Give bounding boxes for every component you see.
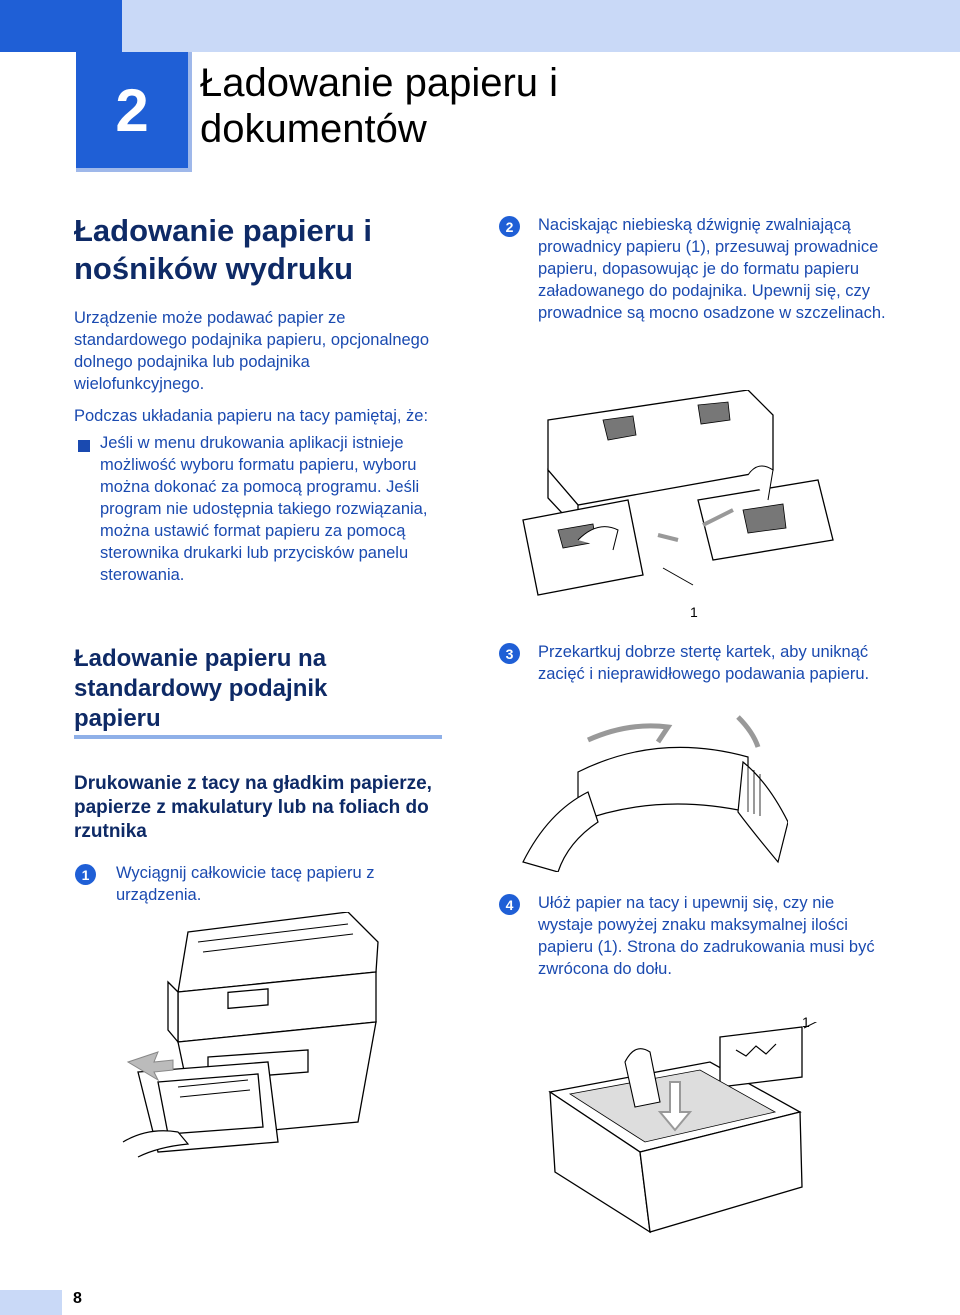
- step-3-text: Przekartkuj dobrze stertę kartek, aby uniknąć zacięć i nieprawidłowego podawania papieru.: [538, 643, 870, 683]
- subsection-title-line2: standardowy podajnik: [74, 675, 328, 702]
- chapter-number: 2: [76, 52, 188, 168]
- step-2-text: Naciskając niebieską dźwignię zwalniającą prowadnicy papieru (1), przesuwaj prowadnice papieru, dopasowując je do formatu papieru załadowanego do podajnika. Upewnij się, czy prowadnice są mocno osadzone w szczelinach.: [538, 216, 886, 322]
- bullet-square-icon: [78, 440, 90, 452]
- section-title-line1: Ładowanie papieru i: [74, 213, 372, 248]
- printer-illustration: [118, 912, 428, 1162]
- fan-paper-illustration: [518, 712, 788, 872]
- subsection-title-line1: Ładowanie papieru na: [74, 645, 327, 672]
- step-4-text: Ułóż papier na tacy i upewnij się, czy nie wystaje powyżej znaku maksymalnej ilości papieru (1). Strona do zadrukowania musi być zwrócona do dołu.: [538, 894, 875, 978]
- step-1-text: Wyciągnij całkowicie tacę papieru z urządzenia.: [116, 864, 375, 904]
- header-band-light: [122, 0, 960, 52]
- bullet-text: Jeśli w menu drukowania aplikacji istnieje możliwość wyboru formatu papieru, wyboru można dokonać za pomocą programu. Jeśli program nie udostępnia takiego rozwiązania, można ustawić format papieru za pomocą sterownika drukarki lub przycisków panelu sterowania.: [100, 434, 428, 584]
- section-title-line2: nośników wydruku: [74, 251, 354, 286]
- tray-guide-illustration: [518, 390, 960, 630]
- heading-rule: [74, 735, 442, 739]
- callout-max-mark: 1: [802, 1014, 810, 1030]
- subsection-title: [74, 644, 444, 734]
- step-4-badge: 4: [499, 894, 520, 915]
- callout-guide-release: 1: [690, 604, 698, 620]
- step-1-badge: 1: [75, 864, 96, 885]
- subsection-title-line3: papieru: [74, 705, 161, 732]
- step-2-badge: 2: [499, 216, 520, 237]
- chapter-title-line1: Ładowanie papieru i: [200, 61, 559, 105]
- load-paper-illustration: [540, 1022, 830, 1282]
- header-band-dark: [0, 0, 122, 52]
- footer-bar: [0, 1290, 62, 1315]
- intro-paragraph: Urządzenie może podawać papier ze standardowego podajnika papieru, opcjonalnego dolnego podajnika lub podajnika wielofunkcyjnego.: [74, 309, 430, 393]
- page-number: 8: [73, 1290, 82, 1307]
- step-3-badge: 3: [499, 643, 520, 664]
- chapter-title-line2: dokumentów: [200, 107, 427, 151]
- sub-subsection-title: Drukowanie z tacy na gładkim papierze, papierze z makulatury lub na foliach do rzutnika: [74, 773, 432, 842]
- note-paragraph: Podczas układania papieru na tacy pamiętaj, że:: [74, 407, 429, 425]
- section-title: [74, 212, 454, 288]
- chapter-title: [200, 60, 900, 152]
